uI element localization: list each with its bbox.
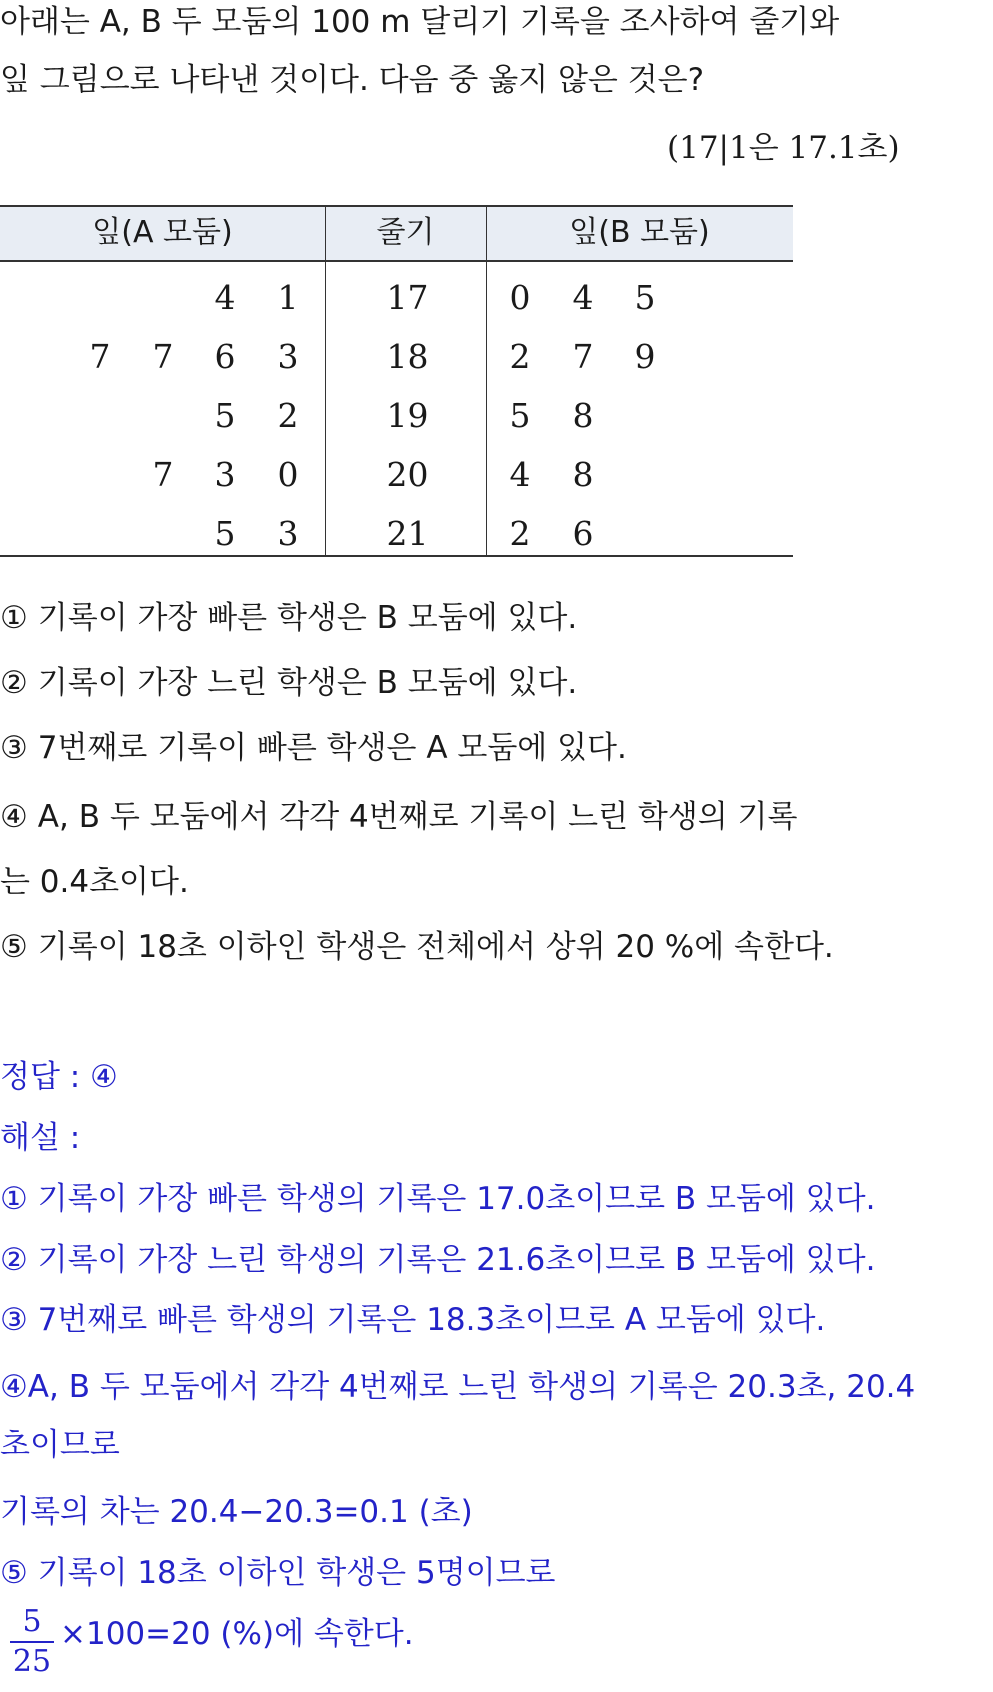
header-a-leaves: 잎(A 모둠) [92, 215, 233, 250]
question-line-1: 아래는 A, B 두 모둠의 100 m 달리기 기록을 조사하여 줄기와 [0, 4, 840, 40]
option-line [0, 862, 189, 902]
leaf-a: 5 [214, 514, 236, 553]
stem: 21 [386, 514, 429, 553]
question-note: (17|1은 17.1초) [667, 130, 900, 166]
leaf-a: 1 [277, 278, 299, 317]
answer-label: 정답 : ④ [0, 1059, 118, 1095]
explanation-line: ⑤ 기록이 18초 이하인 학생은 5명이므로 [0, 1555, 556, 1591]
fraction-numerator: 5 [22, 1604, 42, 1639]
option-mark: ④ [0, 799, 28, 835]
leaf-b: 6 [572, 514, 594, 553]
option-text: 기록이 가장 느린 학생은 B 모둠에 있다. [37, 665, 578, 701]
leaf-b: 5 [634, 278, 656, 317]
option-mark: ⑤ [0, 929, 28, 965]
leaf-b: 2 [509, 514, 531, 553]
stem-leaf-table [0, 205, 793, 556]
explanation-line: ① 기록이 가장 빠른 학생의 기록은 17.0초이므로 B 모둠에 있다. [0, 1181, 876, 1217]
stem: 18 [386, 337, 429, 376]
explanation-line: ② 기록이 가장 느린 학생의 기록은 21.6초이므로 B 모둠에 있다. [0, 1242, 876, 1278]
stem: 19 [386, 396, 429, 435]
leaf-b: 2 [509, 337, 531, 376]
leaf-b: 4 [509, 455, 531, 494]
option-text: 기록이 18초 이하인 학생은 전체에서 상위 20 %에 속한다. [37, 929, 834, 965]
option-mark: ③ [0, 730, 28, 766]
stem: 17 [386, 278, 429, 317]
header-b-leaves: 잎(B 모둠) [569, 215, 710, 250]
leaf-a: 4 [214, 278, 236, 317]
explanation-line: 기록의 차는 20.4−20.3=0.1 (초) [0, 1494, 473, 1530]
stem: 20 [386, 455, 429, 494]
option-text: 는 0.4초이다. [0, 864, 189, 900]
fraction-denominator: 25 [12, 1644, 52, 1679]
leaf-a: 3 [277, 514, 299, 553]
leaf-b: 8 [572, 396, 594, 435]
final-line: ×100=20 (%)에 속한다. [60, 1616, 414, 1652]
leaf-a: 7 [152, 455, 174, 494]
leaf-b: 7 [572, 337, 594, 376]
option-line [0, 927, 834, 967]
explanation-line: 초이므로 [0, 1427, 120, 1463]
explanation-line: ④A, B 두 모둠에서 각각 4번째로 느린 학생의 기록은 20.3초, 20.4 [0, 1369, 916, 1405]
option-text: A, B 두 모둠에서 각각 4번째로 기록이 느린 학생의 기록 [37, 799, 798, 835]
leaf-a: 3 [214, 455, 236, 494]
leaf-a: 7 [89, 337, 111, 376]
leaf-b: 4 [572, 278, 594, 317]
leaf-a: 2 [277, 396, 299, 435]
column-divider-left [325, 205, 326, 556]
column-divider-right [486, 205, 487, 556]
option-mark: ① [0, 600, 28, 636]
option-text: 기록이 가장 빠른 학생은 B 모둠에 있다. [37, 600, 578, 636]
option-line [0, 797, 797, 837]
leaf-b: 5 [509, 396, 531, 435]
header-stem: 줄기 [376, 215, 435, 250]
explanation-line: ③ 7번째로 빠른 학생의 기록은 18.3초이므로 A 모둠에 있다. [0, 1302, 826, 1338]
leaf-a: 6 [214, 337, 236, 376]
question-line-2: 잎 그림으로 나타낸 것이다. 다음 중 옳지 않은 것은? [0, 62, 705, 98]
explanation-label: 해설 : [0, 1120, 81, 1156]
option-mark: ② [0, 665, 28, 701]
fraction-bar [10, 1641, 54, 1643]
leaf-b: 8 [572, 455, 594, 494]
leaf-b: 0 [509, 278, 531, 317]
leaf-a: 7 [152, 337, 174, 376]
fraction [10, 1604, 54, 1680]
option-line [0, 728, 627, 768]
leaf-a: 3 [277, 337, 299, 376]
option-line [0, 663, 577, 703]
option-line [0, 598, 577, 638]
leaf-b: 9 [634, 337, 656, 376]
table-bottom-rule [0, 555, 793, 557]
leaf-a: 5 [214, 396, 236, 435]
option-text: 7번째로 기록이 빠른 학생은 A 모둠에 있다. [37, 730, 627, 766]
leaf-a: 0 [277, 455, 299, 494]
